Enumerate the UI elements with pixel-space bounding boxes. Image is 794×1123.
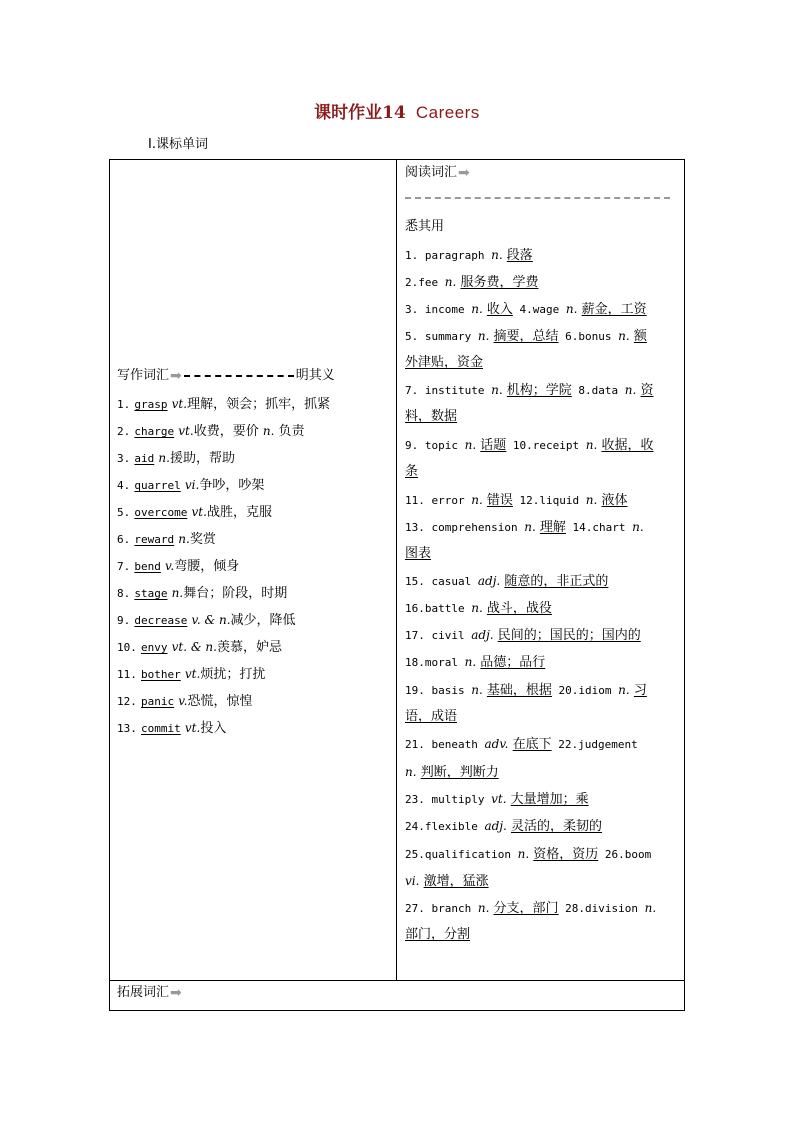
- item-word: bother: [141, 668, 181, 681]
- item-meaning: 料，数据: [405, 409, 458, 424]
- writing-suffix: 明其义: [295, 368, 335, 383]
- item-pos: n.: [565, 302, 578, 316]
- vocab-item: [117, 503, 272, 522]
- dash-blank: [184, 375, 294, 377]
- item-pos: vt.: [191, 505, 207, 519]
- item-pos: adv.: [484, 737, 509, 751]
- item-meaning: 收据，收: [601, 438, 654, 453]
- item-pos: n.: [262, 424, 275, 438]
- item-word: aid: [134, 452, 155, 465]
- item-pos: v.: [165, 559, 175, 573]
- item-meaning: 灵活的，柔韧的: [511, 819, 603, 834]
- vocab-item: [117, 395, 330, 414]
- title-en: Careers: [415, 103, 480, 122]
- arrow-icon: ➡: [170, 368, 182, 384]
- vocab-item: [117, 584, 287, 603]
- reading-dash-blank: [405, 197, 670, 199]
- item-word: stage: [134, 587, 168, 600]
- reading-label: 阅读词汇: [405, 165, 458, 180]
- item-pos: v.: [178, 694, 188, 708]
- item-pos: n.: [618, 683, 630, 697]
- reading-line: [405, 327, 647, 346]
- item-meaning: 奖赏: [189, 532, 216, 547]
- item-word: 23. multiply: [405, 793, 492, 806]
- item-meaning: 民间的；国民的；国内的: [497, 628, 641, 643]
- item-word: 25.qualification: [405, 848, 518, 861]
- vocab-item: [117, 476, 264, 495]
- item-meaning: 部门，分割: [405, 927, 471, 942]
- item-meaning: 恐慌，惊惶: [187, 694, 253, 709]
- item-pos: n.: [464, 438, 477, 452]
- reading-line: [405, 926, 470, 944]
- item-pos: n.: [632, 520, 644, 534]
- item-meaning: 语，成语: [405, 709, 458, 724]
- item-meaning: 负责: [278, 424, 305, 439]
- item-pos: n.: [585, 438, 598, 452]
- item-word: 27. branch: [405, 902, 478, 915]
- vocab-item: [117, 422, 305, 441]
- reading-line: [405, 408, 457, 426]
- item-meaning: 话题: [480, 438, 507, 453]
- vocab-item: [117, 692, 252, 711]
- reading-header: [405, 164, 470, 182]
- item-number: 11.: [117, 668, 137, 681]
- item-meaning: 弯腰，倾身: [174, 559, 240, 574]
- item-word: 7. institute: [405, 384, 492, 397]
- item-number: 4.: [117, 479, 131, 492]
- item-number: 8.: [117, 587, 131, 600]
- item-word: 6.bonus: [558, 330, 619, 343]
- item-word: panic: [141, 695, 175, 708]
- item-word: decrease: [134, 614, 188, 627]
- item-pos: n.: [464, 655, 477, 669]
- item-number: 2.: [117, 425, 131, 438]
- item-word: grasp: [134, 398, 168, 411]
- item-number: 7.: [117, 560, 131, 573]
- item-meaning: 额: [633, 329, 647, 344]
- row-divider: [110, 980, 684, 981]
- item-pos: n.: [444, 275, 457, 289]
- item-pos: vt.: [184, 721, 201, 735]
- item-pos: n.: [618, 329, 630, 343]
- reading-line: [405, 653, 545, 672]
- item-pos: n.: [171, 586, 184, 600]
- item-pos: n.: [158, 451, 170, 465]
- item-word: 2.fee: [405, 276, 445, 289]
- item-pos: adj.: [477, 574, 501, 588]
- item-number: 9.: [117, 614, 131, 627]
- item-word: 24.flexible: [405, 820, 485, 833]
- reading-line: [405, 681, 647, 700]
- item-pos: n.: [644, 901, 657, 915]
- item-meaning: 资: [640, 383, 654, 398]
- item-meaning: 援助，帮助: [169, 451, 235, 466]
- reading-line: [405, 735, 638, 754]
- item-pos: vt.: [178, 424, 194, 438]
- column-divider: [396, 160, 397, 980]
- reading-line: [405, 246, 533, 265]
- item-word: 14.chart: [565, 521, 633, 534]
- item-pos: n.: [517, 847, 530, 861]
- item-meaning: 液体: [601, 493, 628, 508]
- item-meaning: 机构；学院: [506, 383, 572, 398]
- item-pos: adj.: [484, 819, 507, 833]
- writing-label: 写作词汇: [117, 368, 170, 383]
- reading-line: [405, 817, 602, 836]
- item-pos: n.: [471, 601, 483, 615]
- extension-header: [117, 984, 182, 1002]
- vocab-item: [117, 449, 235, 468]
- reading-line: [405, 381, 653, 400]
- vocab-item: [117, 557, 239, 576]
- page-title: [0, 98, 794, 123]
- vocab-item: [117, 638, 282, 657]
- item-meaning: 收入: [486, 302, 513, 317]
- reading-line: [405, 899, 656, 918]
- item-pos: n.: [477, 329, 490, 343]
- item-word: 17. civil: [405, 629, 472, 642]
- item-meaning: 图表: [405, 546, 432, 561]
- item-word: charge: [134, 425, 175, 438]
- item-number: 12.: [117, 695, 137, 708]
- item-meaning: 错误: [486, 493, 513, 508]
- extension-label: 拓展词汇: [117, 985, 170, 1000]
- item-word: 20.idiom: [551, 684, 619, 697]
- item-word: 11. error: [405, 494, 472, 507]
- item-pos: n.: [477, 901, 490, 915]
- arrow-icon: ➡: [170, 985, 182, 1001]
- reading-line: [405, 790, 589, 809]
- vocab-item: [117, 530, 216, 549]
- item-meaning: 判断，判断力: [420, 765, 499, 780]
- reading-line: [405, 354, 483, 372]
- item-meaning: 服务费，学费: [460, 275, 539, 290]
- section-label: Ⅰ.课标单词: [148, 137, 208, 152]
- reading-line: [405, 518, 644, 537]
- item-pos: n.: [524, 520, 536, 534]
- item-word: bend: [134, 560, 161, 573]
- item-pos: vt.: [184, 667, 201, 681]
- reading-line: [405, 545, 431, 563]
- item-word: commit: [141, 722, 181, 735]
- item-meaning: 资格，资历: [533, 847, 599, 862]
- item-meaning: 战胜，克服: [206, 505, 272, 520]
- item-word: 4.wage: [512, 303, 566, 316]
- reading-line: [405, 845, 651, 864]
- item-meaning: 条: [405, 464, 419, 479]
- item-meaning: 收费，要价: [193, 424, 259, 439]
- item-meaning: 外津贴，资金: [405, 355, 484, 370]
- vocab-item: [117, 719, 226, 738]
- reading-line: [405, 491, 628, 510]
- item-word: overcome: [134, 506, 188, 519]
- vocab-item: [117, 665, 265, 684]
- item-word: 15. casual: [405, 575, 478, 588]
- item-pos: n.: [471, 683, 483, 697]
- reading-line: [405, 572, 608, 591]
- reading-line: [405, 599, 552, 618]
- writing-header: [117, 367, 335, 385]
- item-meaning: 投入: [200, 721, 227, 736]
- item-meaning: 战斗，战役: [486, 601, 552, 616]
- item-meaning: 分支，部门: [493, 901, 559, 916]
- reading-line: [405, 626, 641, 645]
- item-pos: n.: [491, 383, 503, 397]
- item-meaning: 激增，猛涨: [423, 874, 489, 889]
- item-number: 1.: [117, 398, 131, 411]
- item-word: 13. comprehension: [405, 521, 525, 534]
- reading-line: [405, 436, 654, 455]
- item-pos: vi.: [405, 874, 420, 888]
- item-meaning: 理解: [539, 520, 566, 535]
- item-word: 16.battle: [405, 602, 472, 615]
- item-word: 10.receipt: [506, 439, 586, 452]
- item-pos: n.: [178, 532, 190, 546]
- reading-line: [405, 273, 538, 292]
- item-pos: n.: [471, 493, 483, 507]
- reading-line: [405, 872, 489, 891]
- item-pos: vt.: [171, 397, 188, 411]
- item-meaning: 争吵，吵架: [199, 478, 265, 493]
- item-number: 3.: [117, 452, 131, 465]
- item-word: 12.liquid: [512, 494, 586, 507]
- item-pos: n.: [491, 248, 503, 262]
- item-meaning: 大量增加；乘: [510, 792, 589, 807]
- item-word: 19. basis: [405, 684, 472, 697]
- item-word: 5. summary: [405, 330, 478, 343]
- item-word: 3. income: [405, 303, 472, 316]
- reading-line: [405, 300, 647, 319]
- item-word: 26.boom: [598, 848, 652, 861]
- item-word: 21. beneath: [405, 738, 485, 751]
- item-meaning: 随意的，非正式的: [504, 574, 609, 589]
- item-pos: adj.: [471, 628, 494, 642]
- item-number: 6.: [117, 533, 131, 546]
- reading-suffix: 悉其用: [405, 219, 445, 234]
- item-pos: v. & n.: [191, 613, 231, 627]
- item-meaning: 习: [633, 683, 647, 698]
- item-meaning: 品德；品行: [480, 655, 546, 670]
- item-meaning: 段落: [506, 248, 533, 263]
- item-pos: vt. & n.: [171, 640, 217, 654]
- item-meaning: 基础，根据: [486, 683, 552, 698]
- reading-line: [405, 763, 499, 782]
- item-word: 8.data: [571, 384, 625, 397]
- item-meaning: 减少，降低: [230, 613, 296, 628]
- vocab-item: [117, 611, 296, 630]
- item-pos: n.: [624, 383, 637, 397]
- item-word: 9. topic: [405, 439, 465, 452]
- item-number: 13.: [117, 722, 137, 735]
- item-word: reward: [134, 533, 175, 546]
- item-meaning: 烦扰；打扰: [200, 667, 266, 682]
- item-meaning: 理解，领会；抓牢，抓紧: [187, 397, 331, 412]
- item-word: 1. paragraph: [405, 249, 492, 262]
- item-meaning: 薪金，工资: [581, 302, 647, 317]
- item-pos: vt.: [491, 792, 507, 806]
- item-number: 10.: [117, 641, 137, 654]
- item-word: quarrel: [134, 479, 181, 492]
- item-pos: vi.: [184, 478, 200, 492]
- item-word: 18.moral: [405, 656, 465, 669]
- item-word: 28.division: [558, 902, 645, 915]
- item-meaning: 舞台；阶段，时期: [183, 586, 288, 601]
- item-number: 5.: [117, 506, 131, 519]
- item-pos: n.: [471, 302, 483, 316]
- reading-line: [405, 463, 418, 481]
- item-meaning: 摘要，总结: [493, 329, 559, 344]
- item-pos: n.: [585, 493, 598, 507]
- item-meaning: 羡慕，妒忌: [216, 640, 282, 655]
- item-pos: n.: [405, 765, 417, 779]
- title-cn: 课时作业14: [314, 103, 406, 123]
- arrow-icon: ➡: [458, 165, 470, 181]
- item-word: 22.judgement: [551, 738, 638, 751]
- vocab-table: [109, 159, 685, 1011]
- reading-line: [405, 708, 457, 726]
- item-word: envy: [141, 641, 168, 654]
- item-meaning: 在底下: [512, 737, 552, 752]
